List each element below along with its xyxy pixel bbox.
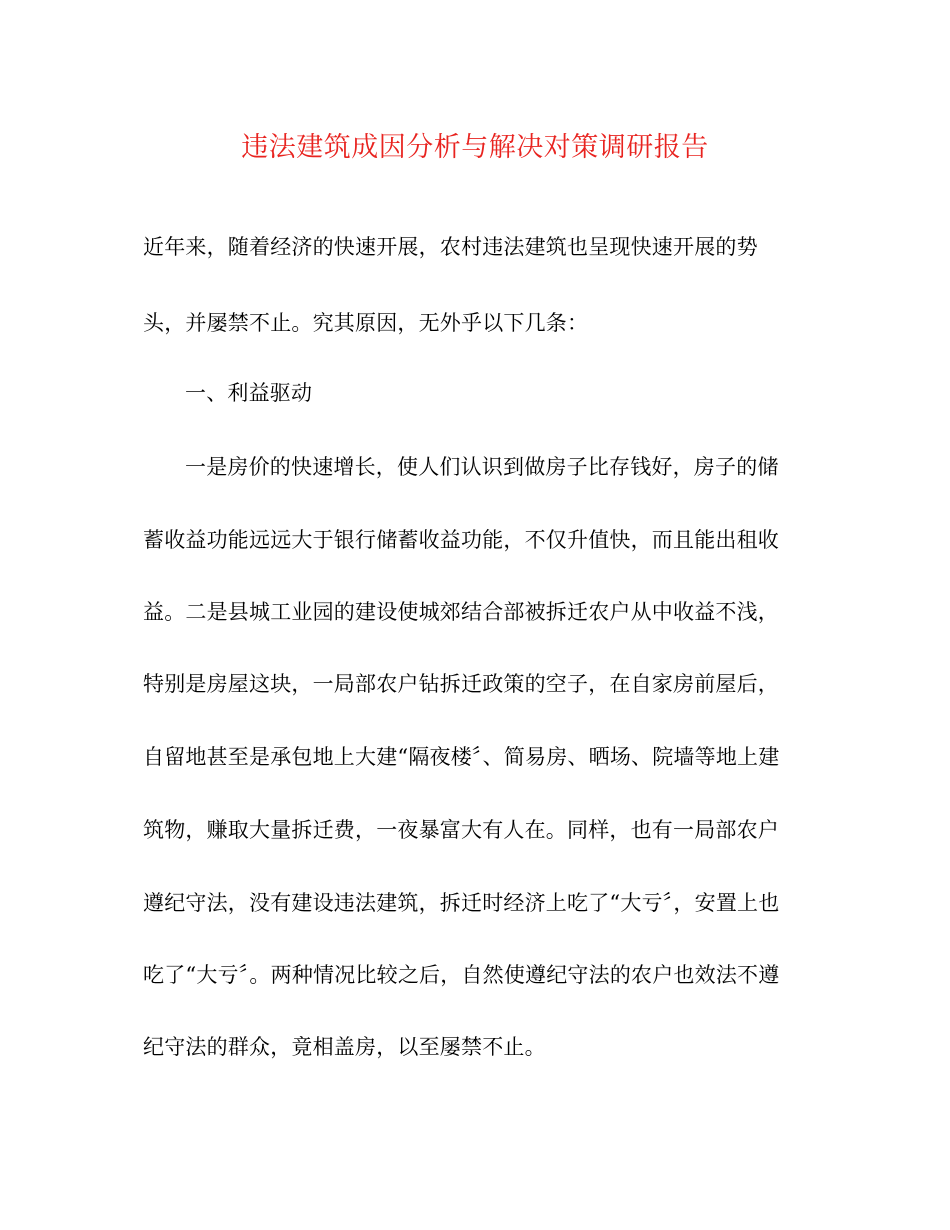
section-heading: 一、利益驱动: [185, 381, 313, 405]
paragraph-line: 头，并屡禁不止。究其原因，无外乎以下几条：: [143, 311, 589, 335]
paragraph-line: 吃了“大亏〞。两种情况比较之后，自然使遵纪守法的农户也效法不遵: [143, 963, 780, 987]
paragraph-line: 一是房价的快速增长，使人们认识到做房子比存钱好，房子的储: [185, 455, 779, 479]
paragraph-line: 筑物，赚取大量拆迁费，一夜暴富大有人在。同样，也有一局部农户: [143, 818, 779, 842]
paragraph-line: 益。二是县城工业园的建设使城郊结合部被拆迁农户从中收益不浅，: [143, 600, 779, 624]
document-title: 违法建筑成因分析与解决对策调研报告: [241, 132, 709, 163]
paragraph-line: 蓄收益功能远远大于银行储蓄收益功能，不仅升值快，而且能出租收: [143, 528, 779, 552]
paragraph-line: 遵纪守法，没有建设违法建筑，拆迁时经济上吃了“大亏〞，安置上也: [143, 891, 780, 915]
paragraph-line: 近年来，随着经济的快速开展，农村违法建筑也呈现快速开展的势: [143, 235, 758, 259]
paragraph-line: 自留地甚至是承包地上大建“隔夜楼〞、简易房、晒场、院墙等地上建: [143, 745, 780, 769]
paragraph-line: 特别是房屋这块，一局部农户钻拆迁政策的空子，在自家房前屋后，: [143, 672, 779, 696]
paragraph-line: 纪守法的群众，竟相盖房，以至屡禁不止。: [143, 1035, 546, 1059]
